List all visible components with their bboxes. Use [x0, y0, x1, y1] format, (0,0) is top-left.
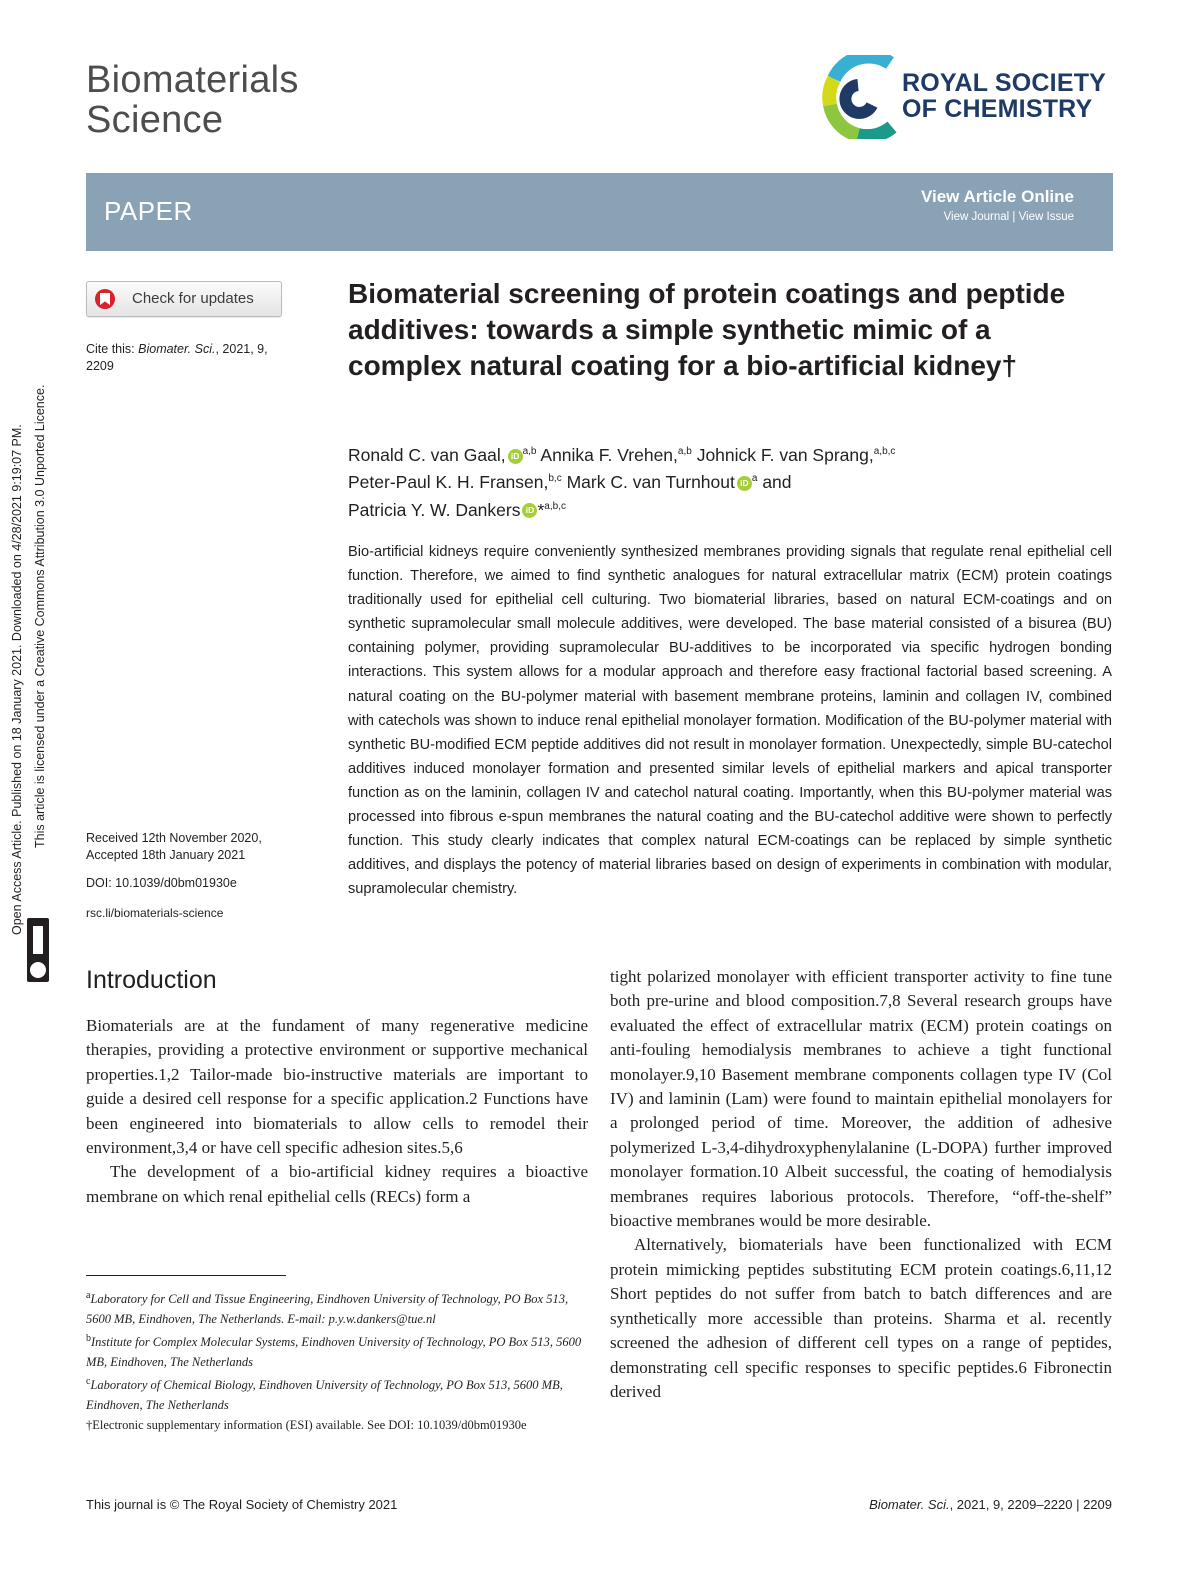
view-links: View Journal | View Issue [943, 211, 1074, 223]
view-issue-link[interactable]: View Issue [1018, 211, 1074, 223]
paragraph: Alternatively, biomaterials have been functionalized with ECM protein mimicking peptides substituting ECM protein coatings.6,11,12 Short peptides do not suffer from batch to batch differences and are synthetically more accessible than proteins. Sharma et al. recently screened the adhesion of different cell types on a range of peptides, demonstrating cell specific responses to specific peptides.6 Fibronectin derived [610, 1235, 1112, 1401]
author-list: Ronald C. van Gaal, iD $^{a,b}$ Annika F. Vrehen,$^{a,b}$ Johnick F. van Sprang,$^{a,b,c}$ Peter-Paul K. H. Fransen,$^{b,c}$ Mark C. van Turnhout iD $^a$ and Patricia Y. W. Dankers iD *$^{a,b,c}$ [348, 444, 896, 520]
paragraph: tight polarized monolayer with efficient transporter activity to fine tune both pre-urine and blood composition.7,8 Several research groups have evaluated the effect of extracellular matrix (ECM) protein coatings on anti-fouling hemodialysis membranes to achieve a tight functional monolayer.9,10 Basement membrane components collagen type IV (Col IV) and laminin (Lam) were found to maintain epithelial monolayers for a prolonged period of time. Moreover, the addition of adhesive polymerized L-3,4-dihydroxyphenylalanine (L-DOPA) further improved monolayer formation.10 Albeit successful, the coating of hemodialysis membranes requires laborious protocols. Therefore, “off-the-shelf” bioactive membranes would be more desirable. [610, 967, 1112, 1231]
journal-title: Biomaterials Science [86, 59, 299, 141]
article-type-label: PAPER [104, 196, 193, 226]
paragraph: The development of a bio-artificial kidney requires a bioactive membrane on which renal epithelial cells (RECs) form a [86, 1162, 588, 1206]
affiliation-footnotes [86, 1286, 588, 1435]
paragraph: Biomaterials are at the fundament of many regenerative medicine therapies, providing a protective environment or supportive mechanical properties.1,2 Tailor-made bio-instructive materials are important to guide a desired cell response for a specific application.2 Functions have been engineered into biomaterials to allow cells to remodel their environment,3,4 or have cell specific adhesion sites.5,6 [86, 1016, 588, 1158]
body-column-right [610, 965, 1112, 1404]
copyright-footer: This journal is © The Royal Society of Chemistry 2021 [86, 1497, 398, 1512]
body-column-left [86, 1014, 588, 1209]
footnote: $^a$Laboratory for Cell and Tissue Engineering, Eindhoven University of Technology, PO Box 513, 5600 MB, Eindhoven, The Netherlands. E-mail: p.y.w.dankers@tue.nl [86, 1290, 569, 1327]
page-citation-footer: Biomater. Sci., 2021, 9, 2209–2220 | 2209 [869, 1497, 1112, 1512]
license-line-2: This article is licensed under a Creative Commons Attribution 3.0 Unported Licence. [33, 384, 47, 848]
journal-site-link[interactable]: rsc.li/biomaterials-science [86, 906, 224, 920]
footnote: †Electronic supplementary information (ESI) available. See DOI: 10.1039/d0bm01930e [86, 1418, 527, 1433]
bookmark-icon [95, 289, 115, 309]
abstract: Bio-artificial kidneys require conveniently synthesized membranes providing signals that regulate renal epithelial cell function. Therefore, we aimed to find synthetic analogues for natural extracellular matrix (ECM) protein coatings traditionally used for epithelial cell culturing. Two biomaterial libraries, based on natural ECM-coatings and on synthetic supramolecular small molecule additives, were developed. The base material consisted of a bisurea (BU) containing polymer, providing supramolecular BU-additives to be incorporated via specific hydrogen bonding interactions. This system allows for a modular approach and therefore easy fractional factorial based screening. A natural coating on the BU-polymer material with basement membrane proteins, laminin and collagen IV, combined with catechols was shown to induce renal epithelial monolayer formation. Modification of the BU-polymer material with synthetic BU-modified ECM peptide additives did not result in monolayer formation. Unexpectedly, simple BU-catechol additives induced monolayer formation and presented similar levels of epithelial markers and apical transporter function as on the laminin, collagen IV and catechol natural coating. Importantly, when this BU-polymer material was processed into fibrous e-spun membranes the natural coating and the BU-catechol additive were shown to perfectly function. This study clearly indicates that complex natural ECM-coatings can be replaced by simple synthetic additives, and displays the potency of material libraries based on design of experiments in combination with modular, supramolecular chemistry. [348, 544, 1112, 898]
cite-this: Cite this: Biomater. Sci., 2021, 9, 2209 [86, 342, 268, 373]
accepted-date: Accepted 18th January 2021 [86, 848, 246, 862]
cc-by-icon[interactable] [27, 918, 49, 982]
section-heading-introduction: Introduction [86, 966, 217, 994]
view-journal-link[interactable]: View Journal [943, 211, 1010, 223]
footnote-divider [86, 1275, 286, 1276]
check-for-updates-button[interactable]: Check for updates [86, 281, 282, 317]
received-date: Received 12th November 2020, [86, 831, 262, 845]
orcid-icon[interactable]: iD [737, 476, 752, 491]
view-article-online-link[interactable]: View Article Online [920, 187, 1074, 206]
footnote: $^c$Laboratory of Chemical Biology, Eindhoven University of Technology, PO Box 513, 5600 MB, Eindhoven, The Netherlands [86, 1376, 563, 1413]
doi[interactable]: DOI: 10.1039/d0bm01930e [86, 876, 237, 890]
license-sidebar [0, 0, 60, 1571]
publisher-name: ROYAL SOCIETY OF CHEMISTRY [902, 69, 1107, 123]
license-line-1: Open Access Article. Published on 18 January 2021. Downloaded on 4/28/2021 9:19:07 PM. [10, 424, 24, 935]
orcid-icon[interactable]: iD [508, 449, 523, 464]
footnote: $^b$Institute for Complex Molecular Systems, Eindhoven University of Technology, PO Box 513, 5600 MB, Eindhoven, The Netherlands [86, 1333, 582, 1370]
orcid-icon[interactable]: iD [522, 503, 537, 518]
dates [86, 830, 262, 864]
paper-title: Biomaterial screening of protein coatings and peptide additives: towards a simple synthetic mimic of a complex natural coating for a bio-artificial kidney† [348, 278, 1066, 381]
